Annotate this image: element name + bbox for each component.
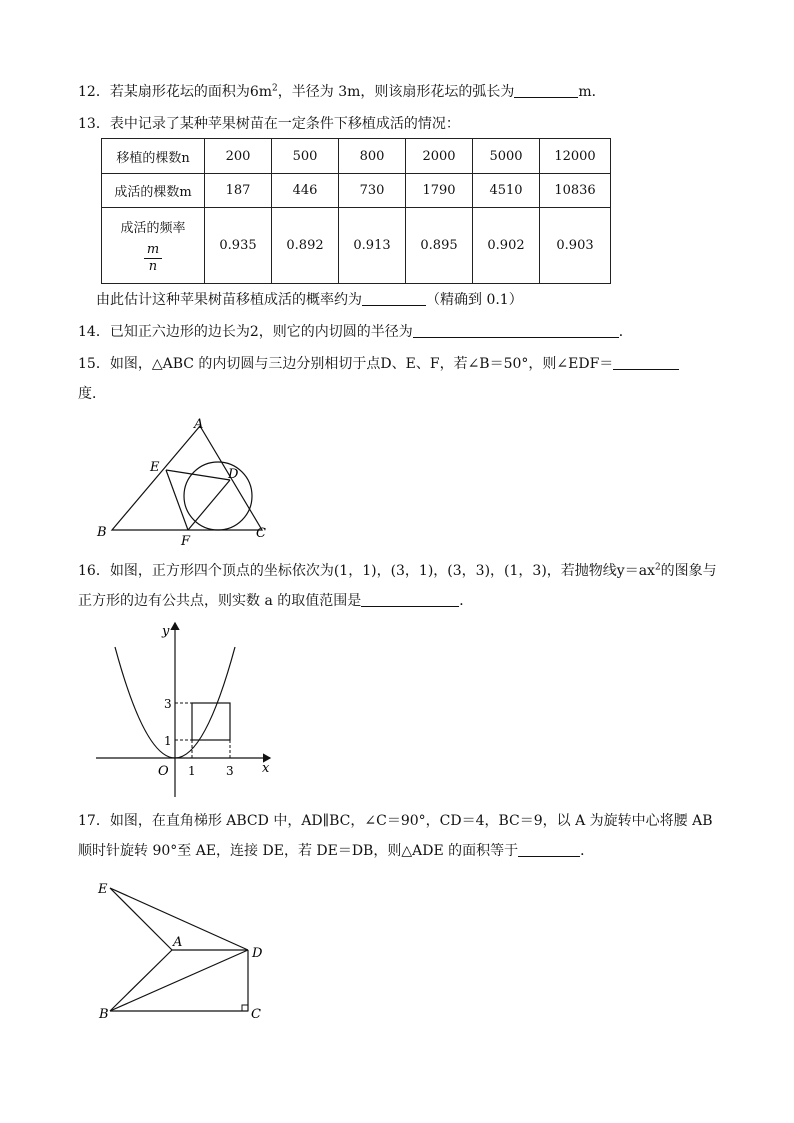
label-a: A xyxy=(173,935,183,950)
label-f: F xyxy=(181,534,191,549)
q17-line2-wrap xyxy=(78,841,594,861)
q12-text-b: ，半径为 3m，则该扇形花坛的弧长为 xyxy=(277,84,515,100)
q12-text-c: m． xyxy=(578,84,606,100)
table-cell: 0.903 xyxy=(540,208,611,284)
question-17 xyxy=(78,811,713,831)
row2-label: 成活的棵数m xyxy=(102,174,205,208)
segment-bd xyxy=(110,950,248,1011)
table-cell: 0.913 xyxy=(339,208,406,284)
fraction-numerator: m xyxy=(144,242,162,259)
segment-df xyxy=(188,480,230,530)
q17-trapezoid-figure xyxy=(90,875,290,1025)
segment-ae xyxy=(110,888,172,950)
q17-end: ． xyxy=(580,843,595,859)
square xyxy=(192,703,230,740)
question-13 xyxy=(78,114,460,134)
label-y: y xyxy=(162,624,170,639)
q16-end: ． xyxy=(459,593,474,609)
q12-number: 12． xyxy=(78,84,110,100)
q14-text: 已知正六边形的边长为2，则它的内切圆的半径为 xyxy=(109,324,413,340)
q13-text: 表中记录了某种苹果树苗在一定条件下移植成活的情况： xyxy=(109,116,460,132)
q17-line2: 顺时针旋转 90°至 AE，连接 DE，若 DE＝DB，则△ADE 的面积等于 xyxy=(78,843,519,859)
question-12 xyxy=(78,82,606,102)
label-b: B xyxy=(99,1007,109,1022)
table-cell: 2000 xyxy=(406,139,473,174)
table-cell: 0.892 xyxy=(272,208,339,284)
q13-conclusion-b: （精确到 0.1） xyxy=(426,292,523,308)
tick-y-3: 3 xyxy=(164,697,172,711)
row3-label: 成活的频率 xyxy=(120,220,186,236)
table-cell: 10836 xyxy=(540,174,611,208)
q17-text: 如图，在直角梯形 ABCD 中，AD∥BC，∠C＝90°，CD＝4，BC＝9，以 A 为旋转中心将腰 AB xyxy=(109,813,713,829)
q16-superscript: 2 xyxy=(654,562,661,573)
q15-triangle-figure xyxy=(90,412,290,552)
table-cell: 800 xyxy=(339,139,406,174)
segment-ed xyxy=(166,470,230,480)
table-row xyxy=(102,174,611,208)
label-c: C xyxy=(251,1007,261,1022)
q13-conclusion xyxy=(96,290,523,310)
table-cell: 0.902 xyxy=(473,208,540,284)
q12-text-a: 若某扇形花坛的面积为6m xyxy=(109,84,273,100)
table-cell: 730 xyxy=(339,174,406,208)
segment-ab xyxy=(110,950,172,1011)
q14-answer-blank[interactable] xyxy=(413,323,619,338)
q15-number: 15． xyxy=(78,356,110,372)
q12-superscript: 2 xyxy=(272,83,278,94)
q16-line2: 正方形的边有公共点，则实数 a 的取值范围是 xyxy=(78,593,362,609)
tick-x-1: 1 xyxy=(188,764,196,778)
label-origin: O xyxy=(158,764,169,779)
label-e: E xyxy=(150,460,160,475)
label-d: D xyxy=(252,946,263,961)
label-c: C xyxy=(256,526,266,541)
table-cell: 1790 xyxy=(406,174,473,208)
label-d: D xyxy=(228,467,239,482)
q14-end: ． xyxy=(618,324,633,340)
label-x: x xyxy=(262,761,270,776)
table-cell: 200 xyxy=(205,139,272,174)
q15-line2: 度． xyxy=(78,386,106,402)
q17-number: 17． xyxy=(78,813,110,829)
q16-text-b: 的图象与 xyxy=(660,563,717,579)
q12-answer-blank[interactable] xyxy=(514,83,578,98)
table-cell: 4510 xyxy=(473,174,540,208)
q15-answer-blank[interactable] xyxy=(613,355,679,370)
row1-label: 移植的棵数n xyxy=(102,139,205,174)
q15-text: 如图，△ABC 的内切圆与三边分别相切于点D、E、F，若∠B＝50°，则∠EDF＝ xyxy=(109,356,614,372)
row3-label-cell xyxy=(102,208,205,284)
table-cell: 0.935 xyxy=(205,208,272,284)
fraction-m-over-n xyxy=(144,242,162,275)
triangle-abc xyxy=(112,426,262,530)
q13-data-table xyxy=(101,138,611,284)
q13-answer-blank[interactable] xyxy=(362,291,426,306)
question-16 xyxy=(78,561,717,581)
table-cell: 5000 xyxy=(473,139,540,174)
table-row xyxy=(102,139,611,174)
tick-x-3: 3 xyxy=(226,764,234,778)
table-cell: 12000 xyxy=(540,139,611,174)
q16-line2-wrap xyxy=(78,591,473,611)
table-cell: 500 xyxy=(272,139,339,174)
right-angle-mark xyxy=(242,1005,248,1011)
question-15 xyxy=(78,354,679,374)
table-cell: 0.895 xyxy=(406,208,473,284)
q16-parabola-figure xyxy=(90,615,290,805)
tick-y-1: 1 xyxy=(164,734,172,748)
q16-text-a: 如图，正方形四个顶点的坐标依次为(1，1)，(3，1)，(3，3)，(1，3)，若抛物线y＝ax xyxy=(109,563,655,579)
q13-conclusion-a: 由此估计这种苹果树苗移植成活的概率约为 xyxy=(96,292,362,308)
table-row xyxy=(102,208,611,284)
q14-number: 14． xyxy=(78,324,110,340)
q13-number: 13． xyxy=(78,116,110,132)
fraction-denominator: n xyxy=(148,258,158,274)
table-cell: 187 xyxy=(205,174,272,208)
label-b: B xyxy=(97,525,107,540)
q17-answer-blank[interactable] xyxy=(518,842,580,857)
q16-answer-blank[interactable] xyxy=(361,592,459,607)
label-a: A xyxy=(194,417,204,432)
label-e: E xyxy=(98,882,108,897)
q16-number: 16． xyxy=(78,563,110,579)
table-cell: 446 xyxy=(272,174,339,208)
question-14 xyxy=(78,322,633,342)
